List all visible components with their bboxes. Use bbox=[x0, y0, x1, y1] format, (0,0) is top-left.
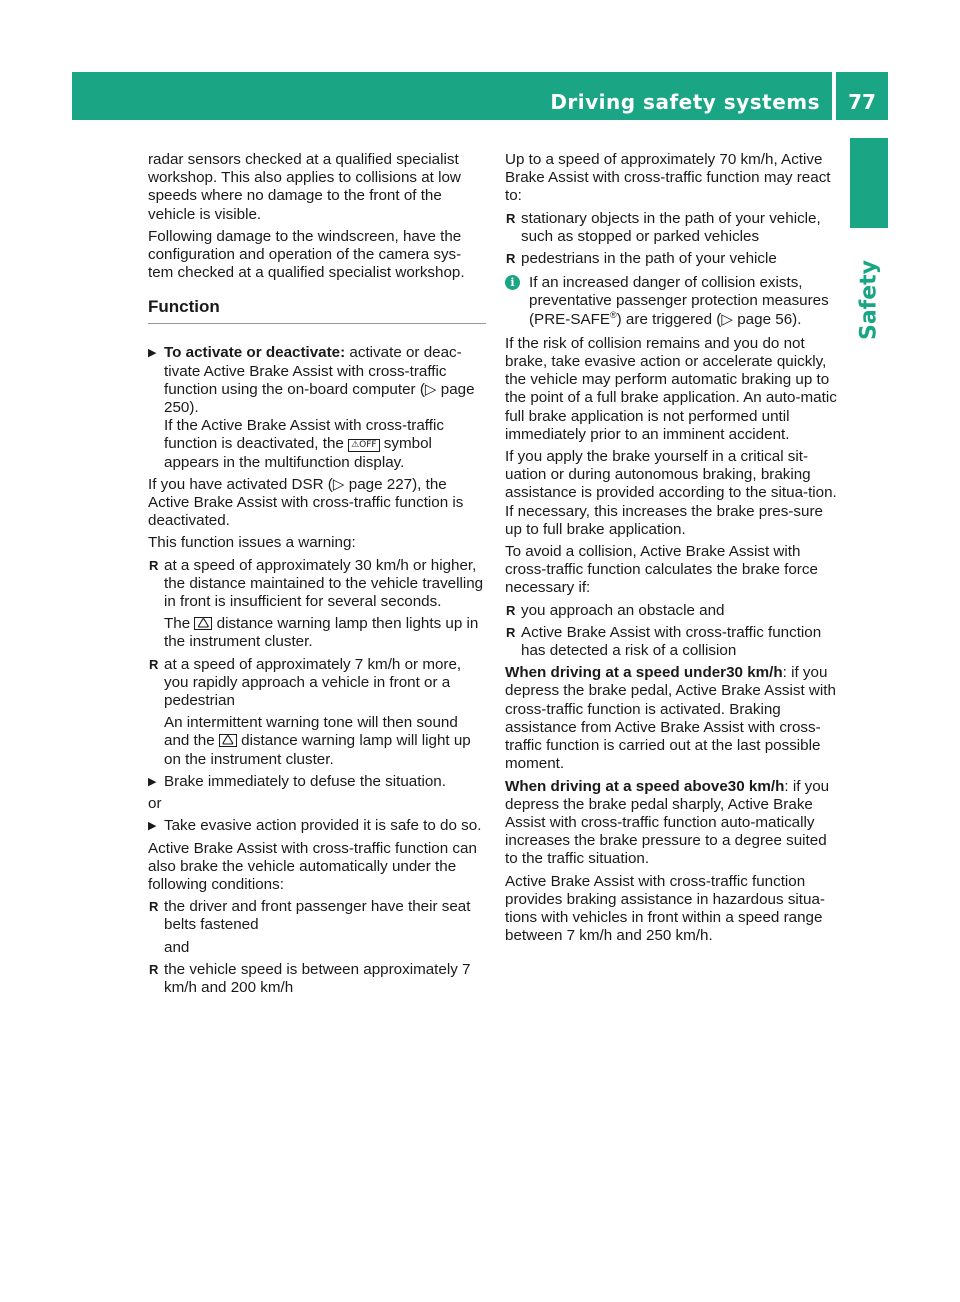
left-column bbox=[148, 151, 486, 1001]
brake-assist-off-icon: ⚠OFF bbox=[348, 439, 380, 452]
paragraph bbox=[505, 778, 837, 869]
list-item bbox=[148, 961, 486, 997]
step-evasive bbox=[148, 817, 486, 835]
page-ref-arrow-icon: ▷ bbox=[424, 380, 437, 398]
list-item bbox=[505, 602, 837, 620]
or-text: or bbox=[148, 795, 162, 813]
distance-warning-icon: 🛆 bbox=[219, 734, 237, 747]
bullet-icon: R bbox=[149, 899, 159, 915]
step-activate bbox=[148, 344, 486, 471]
page-ref-link[interactable]: page 227), the Active Brake Assist with cross-traffic function is deactivated. bbox=[148, 475, 464, 530]
page-number: 77 bbox=[848, 90, 876, 114]
paragraph bbox=[148, 476, 486, 531]
paragraph: Up to a speed of approximately 70 km/h, Active Brake Assist with cross-traffic function may react to: bbox=[505, 151, 831, 205]
bullet-icon: R bbox=[506, 602, 516, 618]
page-ref-arrow-icon: ▷ bbox=[721, 310, 734, 328]
page-ref-link[interactable]: page 56). bbox=[733, 310, 802, 328]
list-item bbox=[505, 250, 837, 268]
step-arrow-icon: ▶ bbox=[148, 347, 157, 360]
bullet-icon: R bbox=[149, 961, 159, 977]
list-item-subtext bbox=[164, 714, 486, 769]
right-column bbox=[505, 151, 837, 949]
step-brake bbox=[148, 773, 486, 791]
list-item-text: the driver and front passenger have their seat belts fastened bbox=[164, 898, 471, 934]
paragraph: Active Brake Assist with cross-traffic function can also brake the vehicle automatically under the following conditions: bbox=[148, 839, 477, 893]
step-text: symbol appears in the multifunction display. bbox=[164, 435, 432, 471]
list-item-subtext-a: An intermittent warning tone will then sound and the bbox=[164, 714, 458, 750]
paragraph: If the risk of collision remains and you do not brake, take evasive action or accelerate quickly, the vehicle may perform automatic braking up to the point of a full brake application. An auto-matic full brake application is not performed until immediately prior to an imminent accident. bbox=[505, 334, 837, 443]
side-label: Safety bbox=[856, 259, 882, 341]
side-tab bbox=[850, 138, 888, 228]
list-item bbox=[505, 624, 837, 660]
paragraph: Following damage to the windscreen, have the configuration and operation of the camera sys-tem checked at a qualified specialist workshop. bbox=[148, 227, 465, 282]
paragraph bbox=[505, 664, 837, 773]
bullet-icon: R bbox=[506, 624, 516, 640]
list-item-text: at a speed of approximately 7 km/h or more, you rapidly approach a vehicle in front or a pedestrian bbox=[164, 655, 462, 710]
list-item-text: Active Brake Assist with cross-traffic function has detected a risk of a collision bbox=[521, 623, 822, 660]
list-item-subtext-a: The bbox=[164, 615, 195, 633]
paragraph-text: : if you depress the brake pedal, Active Brake Assist with cross-traffic function is activated. Braking assistance from Active Brake Assist with cross-traffic function is carried out at the last possible moment. bbox=[505, 664, 836, 773]
paragraph: To avoid a collision, Active Brake Assist with cross-traffic function calculates the brake force necessary if: bbox=[505, 543, 818, 597]
paragraph-text: : if you depress the brake pedal sharply, Active Brake Assist with cross-traffic function auto-matically increases the brake pressure to a degree suited to the traffic situation. bbox=[505, 777, 830, 868]
page-ref-link[interactable]: page 250). bbox=[164, 380, 475, 417]
distance-warning-icon: 🛆 bbox=[194, 617, 212, 630]
step-arrow-icon: ▶ bbox=[148, 775, 157, 788]
step-text: activate or deac-tivate Active Brake Assist with cross-traffic function using the on-board computer ( bbox=[164, 344, 462, 398]
list-item-text: pedestrians in the path of your vehicle bbox=[521, 250, 777, 268]
step-text: Brake immediately to defuse the situation. bbox=[164, 772, 446, 790]
info-text: If an increased danger of collision exists, preventative passenger protection measures (PRE-SAFE bbox=[529, 274, 829, 328]
list-item-subtext: and bbox=[164, 938, 190, 956]
step-label: To activate or deactivate: bbox=[164, 344, 346, 362]
bullet-icon: R bbox=[506, 210, 516, 226]
list-item-subtext-b: distance warning lamp then lights up in the instrument cluster. bbox=[164, 615, 479, 651]
header-bar bbox=[72, 72, 832, 120]
bullet-icon: R bbox=[149, 557, 159, 573]
bullet-icon: R bbox=[506, 251, 516, 267]
step-text: If the Active Brake Assist with cross-traffic function is deactivated, the bbox=[164, 417, 444, 453]
list-item bbox=[148, 898, 486, 957]
paragraph: If you apply the brake yourself in a critical sit-uation or during autonomous braking, braking assistance is provided according to the situa-tion. If necessary, this increases the brake pres-sure up to full brake application. bbox=[505, 448, 837, 538]
paragraph: radar sensors checked at a qualified specialist workshop. This also applies to collisions at low speeds where no damage to the front of the vehicle is visible. bbox=[148, 151, 461, 223]
step-text: Take evasive action provided it is safe to do so. bbox=[164, 817, 482, 835]
list-item-text: stationary objects in the path of your vehicle, such as stopped or parked vehicles bbox=[521, 209, 821, 245]
info-note bbox=[505, 274, 837, 329]
section-title-function: Function bbox=[148, 296, 486, 324]
list-item-subtext-b: distance warning lamp will light up on the instrument cluster. bbox=[164, 732, 471, 768]
info-text: ) are triggered ( bbox=[616, 310, 722, 328]
page-ref-arrow-icon: ▷ bbox=[332, 475, 345, 493]
list-item-text: at a speed of approximately 30 km/h or higher, the distance maintained to the vehicle travelling in front is insufficient for several seconds. bbox=[164, 556, 484, 611]
list-item bbox=[148, 656, 486, 769]
list-item bbox=[148, 557, 486, 652]
page-number-box bbox=[836, 72, 888, 120]
speed-condition-label: When driving at a speed under30 km/h bbox=[505, 664, 783, 682]
registered-mark: ® bbox=[610, 309, 617, 320]
step-arrow-icon: ▶ bbox=[148, 820, 157, 833]
paragraph-text: If you have activated DSR ( bbox=[148, 475, 333, 493]
list-item-subtext bbox=[164, 615, 486, 651]
list-item-text: the vehicle speed is between approximately 7 km/h and 200 km/h bbox=[164, 960, 471, 996]
info-icon: i bbox=[505, 275, 520, 290]
bullet-icon: R bbox=[149, 656, 159, 672]
chapter-title: Driving safety systems bbox=[550, 90, 820, 114]
list-item-text: you approach an obstacle and bbox=[521, 601, 725, 619]
paragraph: Active Brake Assist with cross-traffic function provides braking assistance in hazardous situa-tions with vehicles in front within a speed range between 7 km/h and 250 km/h. bbox=[505, 872, 825, 945]
speed-condition-label: When driving at a speed above30 km/h bbox=[505, 777, 785, 795]
paragraph: This function issues a warning: bbox=[148, 534, 356, 552]
list-item bbox=[505, 210, 837, 246]
